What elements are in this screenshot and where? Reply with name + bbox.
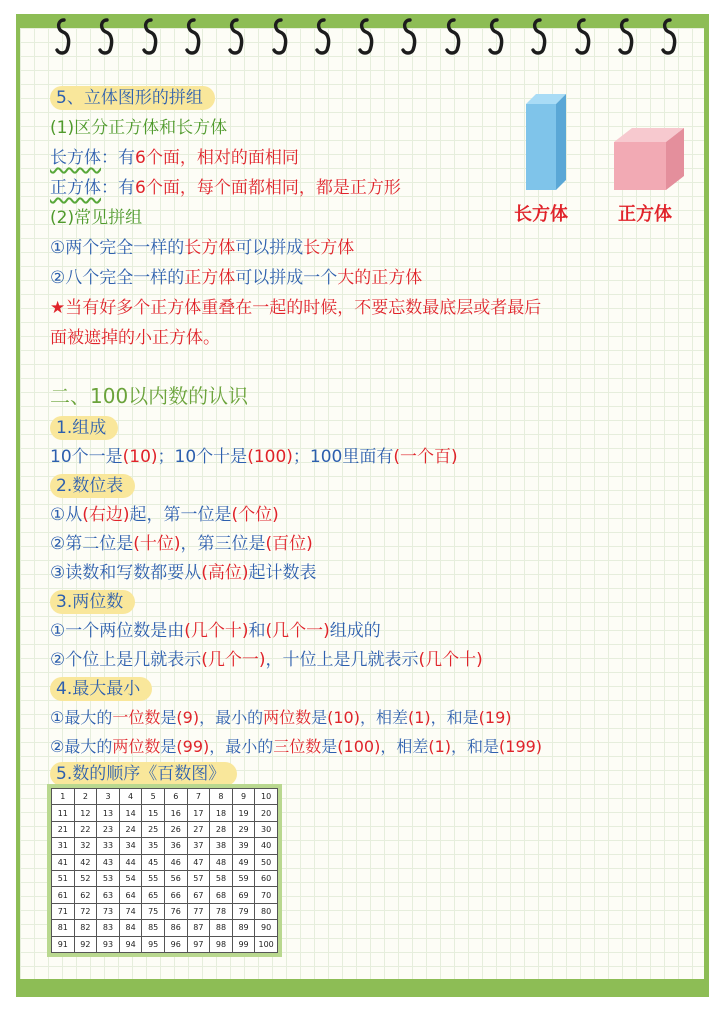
cube-term: 正方体 bbox=[50, 178, 101, 198]
spiral-ring-icon bbox=[315, 18, 331, 56]
spiral-ring-icon bbox=[488, 18, 504, 56]
combo-item-1: ①两个完全一样的长方体可以拼成长方体 bbox=[50, 238, 355, 258]
cube-line: 正方体：有6个面，每个面都相同，都是正方形 bbox=[50, 178, 401, 198]
table-row bbox=[52, 854, 278, 870]
table-cell: 5 bbox=[142, 789, 165, 805]
table-cell: 25 bbox=[142, 821, 165, 837]
table-cell: 12 bbox=[74, 805, 97, 821]
table-cell: 19 bbox=[232, 805, 255, 821]
table-cell: 88 bbox=[210, 920, 233, 936]
table-cell: 45 bbox=[142, 854, 165, 870]
table-cell: 72 bbox=[74, 903, 97, 919]
table-cell: 73 bbox=[97, 903, 120, 919]
table-cell: 20 bbox=[255, 805, 278, 821]
table-row bbox=[52, 789, 278, 805]
spiral-ring-icon bbox=[358, 18, 374, 56]
table-cell: 21 bbox=[52, 821, 75, 837]
table-cell: 69 bbox=[232, 887, 255, 903]
table-cell: 64 bbox=[119, 887, 142, 903]
hundred-chart-table bbox=[51, 788, 278, 953]
table-cell: 98 bbox=[210, 936, 233, 952]
table-cell: 9 bbox=[232, 789, 255, 805]
table-cell: 49 bbox=[232, 854, 255, 870]
table-row bbox=[52, 805, 278, 821]
table-row bbox=[52, 903, 278, 919]
table-cell: 11 bbox=[52, 805, 75, 821]
table-cell: 84 bbox=[119, 920, 142, 936]
table-cell: 7 bbox=[187, 789, 210, 805]
table-cell: 86 bbox=[164, 920, 187, 936]
combo-item-2: ②八个完全一样的正方体可以拼成一个大的正方体 bbox=[50, 268, 423, 288]
spiral-ring-icon bbox=[228, 18, 244, 56]
spiral-ring-icon bbox=[618, 18, 634, 56]
table-cell: 2 bbox=[74, 789, 97, 805]
table-cell: 68 bbox=[210, 887, 233, 903]
table-cell: 91 bbox=[52, 936, 75, 952]
table-cell: 47 bbox=[187, 854, 210, 870]
table-cell: 34 bbox=[119, 838, 142, 854]
table-cell: 55 bbox=[142, 870, 165, 886]
table-cell: 74 bbox=[119, 903, 142, 919]
table-row bbox=[52, 821, 278, 837]
table-cell: 16 bbox=[164, 805, 187, 821]
table-cell: 43 bbox=[97, 854, 120, 870]
table-cell: 63 bbox=[97, 887, 120, 903]
table-cell: 66 bbox=[164, 887, 187, 903]
table-cell: 78 bbox=[210, 903, 233, 919]
table-cell: 100 bbox=[255, 936, 278, 952]
table-cell: 40 bbox=[255, 838, 278, 854]
table-cell: 62 bbox=[74, 887, 97, 903]
cube-label: 正方体 bbox=[618, 204, 672, 225]
part1-title: 1.组成 bbox=[50, 416, 118, 440]
table-cell: 27 bbox=[187, 821, 210, 837]
table-cell: 10 bbox=[255, 789, 278, 805]
table-cell: 65 bbox=[142, 887, 165, 903]
table-cell: 85 bbox=[142, 920, 165, 936]
table-cell: 77 bbox=[187, 903, 210, 919]
part2-title: 2.数位表 bbox=[50, 474, 135, 498]
table-cell: 51 bbox=[52, 870, 75, 886]
table-cell: 50 bbox=[255, 854, 278, 870]
cuboid-line: 长方体：有6个面，相对的面相同 bbox=[50, 148, 299, 168]
table-cell: 59 bbox=[232, 870, 255, 886]
spiral-ring-icon bbox=[445, 18, 461, 56]
spiral-ring-icon bbox=[661, 18, 677, 56]
section5-sub1: (1)区分正方体和长方体 bbox=[50, 118, 228, 138]
spiral-ring-icon bbox=[55, 18, 71, 56]
table-cell: 36 bbox=[164, 838, 187, 854]
table-cell: 6 bbox=[164, 789, 187, 805]
table-cell: 30 bbox=[255, 821, 278, 837]
table-cell: 42 bbox=[74, 854, 97, 870]
cuboid-label: 长方体 bbox=[514, 204, 568, 225]
section2-title: 二、100以内数的认识 bbox=[50, 384, 249, 408]
table-cell: 94 bbox=[119, 936, 142, 952]
table-cell: 37 bbox=[187, 838, 210, 854]
spiral-ring-icon bbox=[142, 18, 158, 56]
section5-title: 5、立体图形的拼组 bbox=[50, 86, 215, 110]
part3-title: 3.两位数 bbox=[50, 590, 135, 614]
table-cell: 67 bbox=[187, 887, 210, 903]
table-cell: 71 bbox=[52, 903, 75, 919]
table-cell: 8 bbox=[210, 789, 233, 805]
part2-line3: ③读数和写数都要从(高位)起计数表 bbox=[50, 563, 317, 583]
table-cell: 79 bbox=[232, 903, 255, 919]
table-cell: 97 bbox=[187, 936, 210, 952]
table-cell: 80 bbox=[255, 903, 278, 919]
spiral-ring-icon bbox=[272, 18, 288, 56]
table-cell: 53 bbox=[97, 870, 120, 886]
table-row bbox=[52, 936, 278, 952]
part1-line: 10个一是(10)；10个十是(100)；100里面有(一个百) bbox=[50, 447, 458, 467]
table-cell: 18 bbox=[210, 805, 233, 821]
part4-title: 4.最大最小 bbox=[50, 677, 152, 701]
table-cell: 93 bbox=[97, 936, 120, 952]
table-cell: 96 bbox=[164, 936, 187, 952]
part2-line2: ②第二位是(十位)，第三位是(百位) bbox=[50, 534, 313, 554]
table-cell: 22 bbox=[74, 821, 97, 837]
table-cell: 99 bbox=[232, 936, 255, 952]
table-cell: 82 bbox=[74, 920, 97, 936]
note-line-1: ★当有好多个正方体重叠在一起的时候，不要忘数最底层或者最后 bbox=[50, 298, 542, 318]
table-cell: 60 bbox=[255, 870, 278, 886]
part3-line2: ②个位上是几就表示(几个一)，十位上是几就表示(几个十) bbox=[50, 650, 483, 670]
table-cell: 89 bbox=[232, 920, 255, 936]
table-cell: 58 bbox=[210, 870, 233, 886]
table-cell: 44 bbox=[119, 854, 142, 870]
spiral-ring-icon bbox=[401, 18, 417, 56]
table-cell: 4 bbox=[119, 789, 142, 805]
note-line-2: 面被遮掉的小正方体。 bbox=[50, 328, 220, 348]
part2-line1: ①从(右边)起，第一位是(个位) bbox=[50, 505, 279, 525]
spiral-ring-icon bbox=[185, 18, 201, 56]
table-cell: 38 bbox=[210, 838, 233, 854]
part5-title: 5.数的顺序《百数图》 bbox=[50, 762, 237, 786]
table-cell: 70 bbox=[255, 887, 278, 903]
table-cell: 13 bbox=[97, 805, 120, 821]
table-row bbox=[52, 838, 278, 854]
table-cell: 31 bbox=[52, 838, 75, 854]
table-cell: 87 bbox=[187, 920, 210, 936]
table-cell: 15 bbox=[142, 805, 165, 821]
table-cell: 24 bbox=[119, 821, 142, 837]
table-cell: 54 bbox=[119, 870, 142, 886]
table-cell: 48 bbox=[210, 854, 233, 870]
table-cell: 3 bbox=[97, 789, 120, 805]
table-cell: 26 bbox=[164, 821, 187, 837]
table-cell: 75 bbox=[142, 903, 165, 919]
table-cell: 33 bbox=[97, 838, 120, 854]
spiral-ring-icon bbox=[575, 18, 591, 56]
cuboid-term: 长方体 bbox=[50, 148, 101, 168]
table-cell: 95 bbox=[142, 936, 165, 952]
table-row bbox=[52, 920, 278, 936]
table-cell: 39 bbox=[232, 838, 255, 854]
table-cell: 90 bbox=[255, 920, 278, 936]
table-cell: 23 bbox=[97, 821, 120, 837]
table-cell: 61 bbox=[52, 887, 75, 903]
table-cell: 14 bbox=[119, 805, 142, 821]
table-cell: 41 bbox=[52, 854, 75, 870]
table-cell: 57 bbox=[187, 870, 210, 886]
spiral-ring-icon bbox=[98, 18, 114, 56]
star-icon: ★ bbox=[50, 298, 66, 318]
cuboid-shape-icon bbox=[522, 92, 570, 192]
spiral-ring-icon bbox=[531, 18, 547, 56]
part3-line1: ①一个两位数是由(几个十)和(几个一)组成的 bbox=[50, 621, 381, 641]
cube-shape-icon bbox=[612, 126, 688, 192]
table-cell: 81 bbox=[52, 920, 75, 936]
table-cell: 46 bbox=[164, 854, 187, 870]
part4-line1: ①最大的一位数是(9)，最小的两位数是(10)，相差(1)，和是(19) bbox=[50, 708, 512, 727]
table-row bbox=[52, 887, 278, 903]
table-cell: 83 bbox=[97, 920, 120, 936]
table-cell: 76 bbox=[164, 903, 187, 919]
table-cell: 56 bbox=[164, 870, 187, 886]
table-cell: 29 bbox=[232, 821, 255, 837]
table-cell: 52 bbox=[74, 870, 97, 886]
table-cell: 17 bbox=[187, 805, 210, 821]
part4-line2: ②最大的两位数是(99)，最小的三位数是(100)，相差(1)，和是(199) bbox=[50, 737, 543, 756]
table-cell: 28 bbox=[210, 821, 233, 837]
section5-sub2: (2)常见拼组 bbox=[50, 208, 143, 228]
table-cell: 35 bbox=[142, 838, 165, 854]
table-cell: 92 bbox=[74, 936, 97, 952]
table-cell: 32 bbox=[74, 838, 97, 854]
table-cell: 1 bbox=[52, 789, 75, 805]
table-row bbox=[52, 870, 278, 886]
